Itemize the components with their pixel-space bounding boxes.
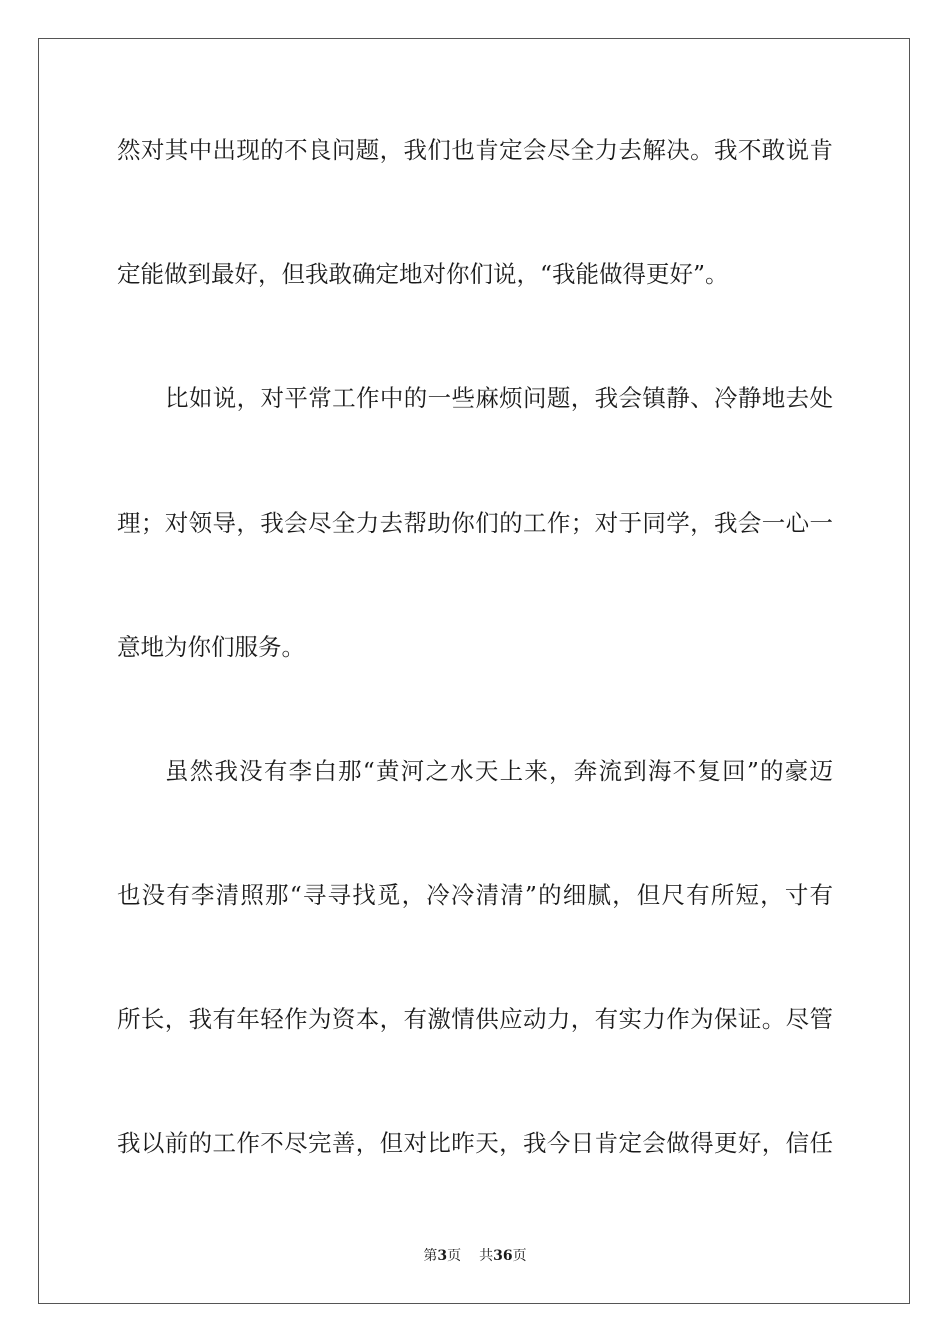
body-line-5: 意地为你们服务。 xyxy=(117,633,305,661)
footer-page-suffix: 页 xyxy=(447,1248,462,1264)
footer-total-pages: 36 xyxy=(493,1248,513,1264)
footer-page-number: 3 xyxy=(437,1248,448,1264)
footer-page-prefix: 第 xyxy=(423,1248,438,1264)
body-line-2: 定能做到最好，但我敢确定地对你们说，“我能做得更好”。 xyxy=(117,260,729,288)
body-line-1: 然对其中出现的不良问题，我们也肯定会尽全力去解决。我不敢说肯 xyxy=(117,136,833,164)
body-line-9: 我以前的工作不尽完善，但对比昨天，我今日肯定会做得更好，信任 xyxy=(117,1129,833,1157)
body-line-7: 也没有李清照那“寻寻找觅，冷冷清清”的细腻，但尺有所短，寸有 xyxy=(117,881,833,909)
footer-total-prefix: 共 xyxy=(479,1248,494,1264)
body-line-4: 理；对领导，我会尽全力去帮助你们的工作；对于同学，我会一心一 xyxy=(117,509,833,537)
page-frame xyxy=(38,38,910,1304)
body-line-6: 虽然我没有李白那“黄河之水天上来，奔流到海不复回”的豪迈 xyxy=(165,757,833,785)
body-line-8: 所长，我有年轻作为资本，有激情供应动力，有实力作为保证。尽管 xyxy=(117,1005,833,1033)
page-footer xyxy=(0,1246,950,1266)
footer-total-suffix: 页 xyxy=(512,1248,527,1264)
body-line-3: 比如说，对平常工作中的一些麻烦问题，我会镇静、冷静地去处 xyxy=(165,384,833,412)
